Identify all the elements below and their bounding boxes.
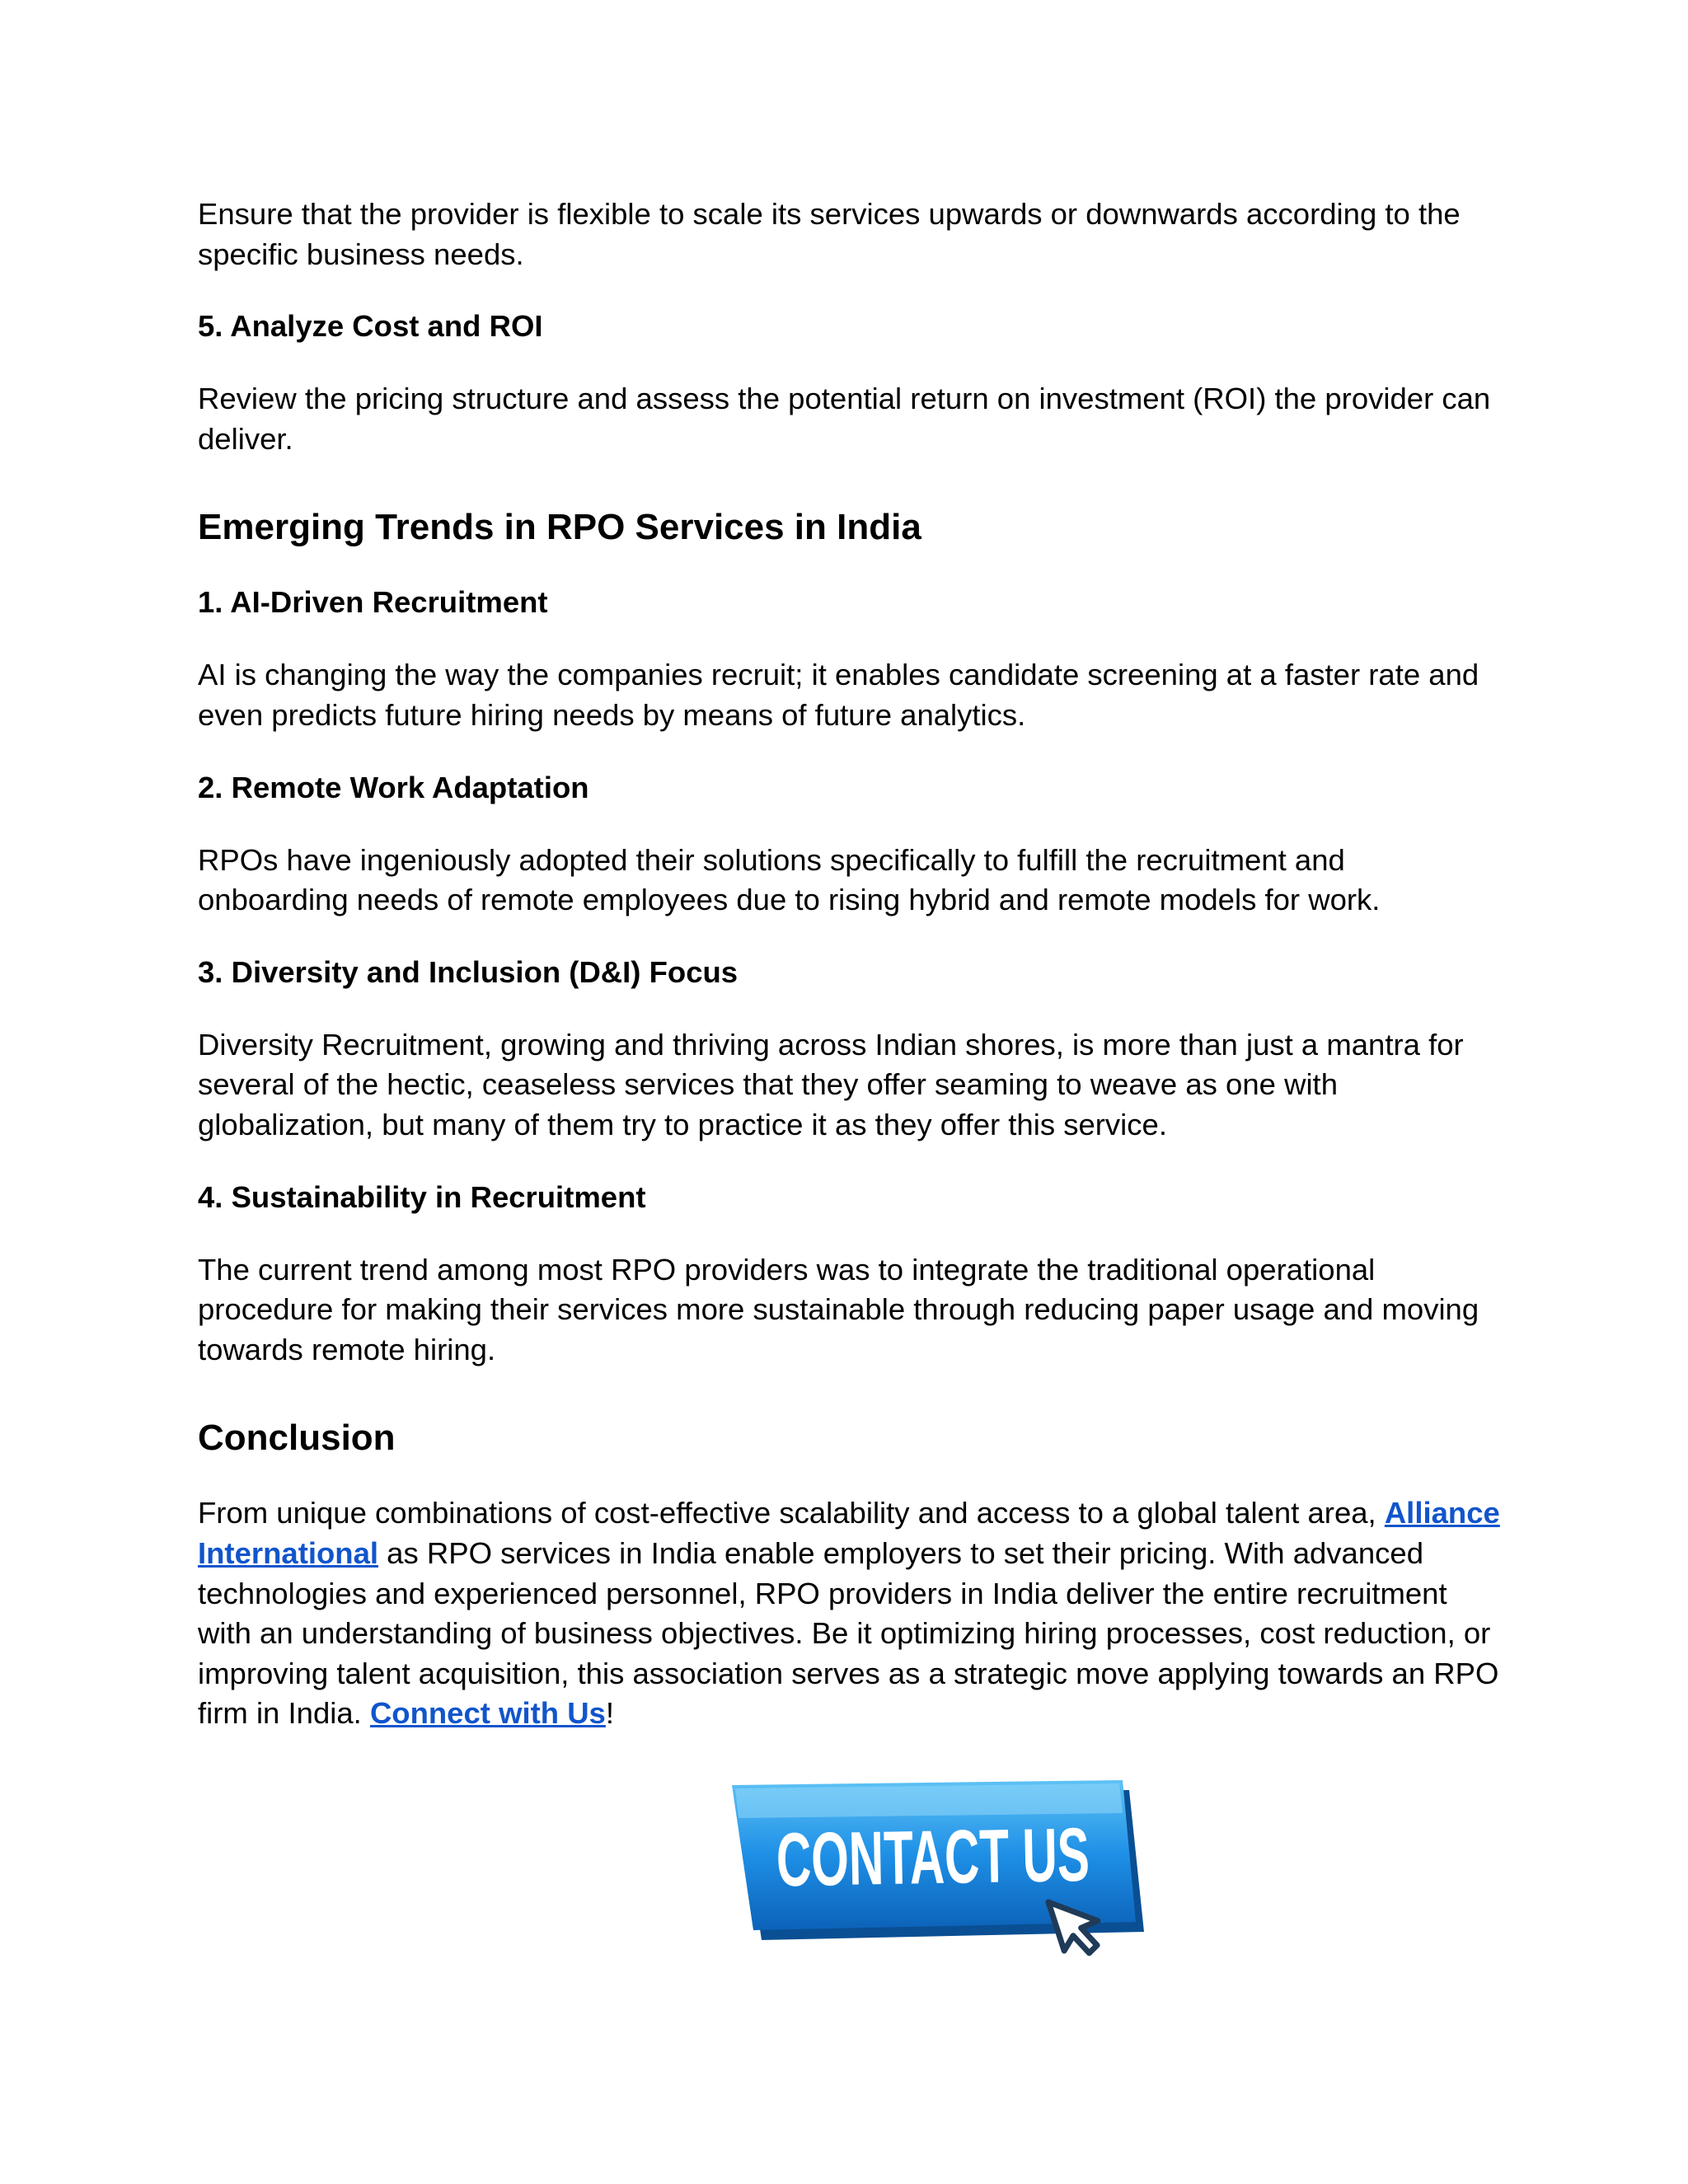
trend-sustainability-heading: 4. Sustainability in Recruitment [198,1179,646,1214]
conclusion-text-end: ! [605,1696,615,1731]
trend-ai-heading: 1. AI-Driven Recruitment [198,585,548,620]
trend-diversity-heading: 3. Diversity and Inclusion (D&I) Focus [198,954,738,989]
document-content [198,194,1500,1734]
contact-us-label: CONTACT US [776,1809,1268,1903]
conclusion-heading: Conclusion [198,1418,396,1459]
trend-sustainability-paragraph: The current trend among most RPO providers was to integrate the traditional operational procedure for making their services more sustainable through reducing paper usage and moving towards remote hiring. [198,1252,1479,1366]
connect-with-us-link[interactable]: Connect with Us [369,1696,606,1731]
contact-us-button[interactable] [725,1780,1268,1978]
cost-roi-heading: 5. Analyze Cost and ROI [198,309,543,344]
trend-diversity-paragraph: Diversity Recruitment, growing and thriving across Indian shores, is more than just a mantra for several of the hectic, ceaseless services that they offer seaming to weave as one with globalization, but many of them try to practice it as they offer this service. [198,1027,1464,1141]
conclusion-paragraph [198,1493,1500,1734]
conclusion-text-middle: as RPO services in India enable employers to set their pricing. With advanced technologies and experienced personnel, RPO providers in India deliver the entire recruitment with an understanding of business objectives. Be it optimizing hiring processes, cost reduction, or improving talent acquisition, this association serves as a strategic move applying towards an RPO firm in India. [198,1535,1499,1731]
trend-ai-paragraph: AI is changing the way the companies recruit; it enables candidate screening at a faster rate and even predicts future hiring needs by means of future analytics. [198,658,1479,732]
trends-heading: Emerging Trends in RPO Services in India [198,507,921,548]
conclusion-text-start: From unique combinations of cost-effective scalability and access to a global talent area, [198,1496,1385,1530]
trend-remote-paragraph: RPOs have ingeniously adopted their solutions specifically to fulfill the recruitment and onboarding needs of remote employees due to rising hybrid and remote models for work. [198,842,1381,917]
cost-roi-paragraph: Review the pricing structure and assess the potential return on investment (ROI) the provider can deliver. [198,382,1491,456]
alliance-international-link[interactable]: Alliance International [198,1496,1500,1570]
intro-paragraph: Ensure that the provider is flexible to scale its services upwards or downwards according to the specific business needs. [198,197,1461,271]
trend-remote-heading: 2. Remote Work Adaptation [198,770,589,804]
contact-us-banner-graphic [725,1780,1268,1978]
